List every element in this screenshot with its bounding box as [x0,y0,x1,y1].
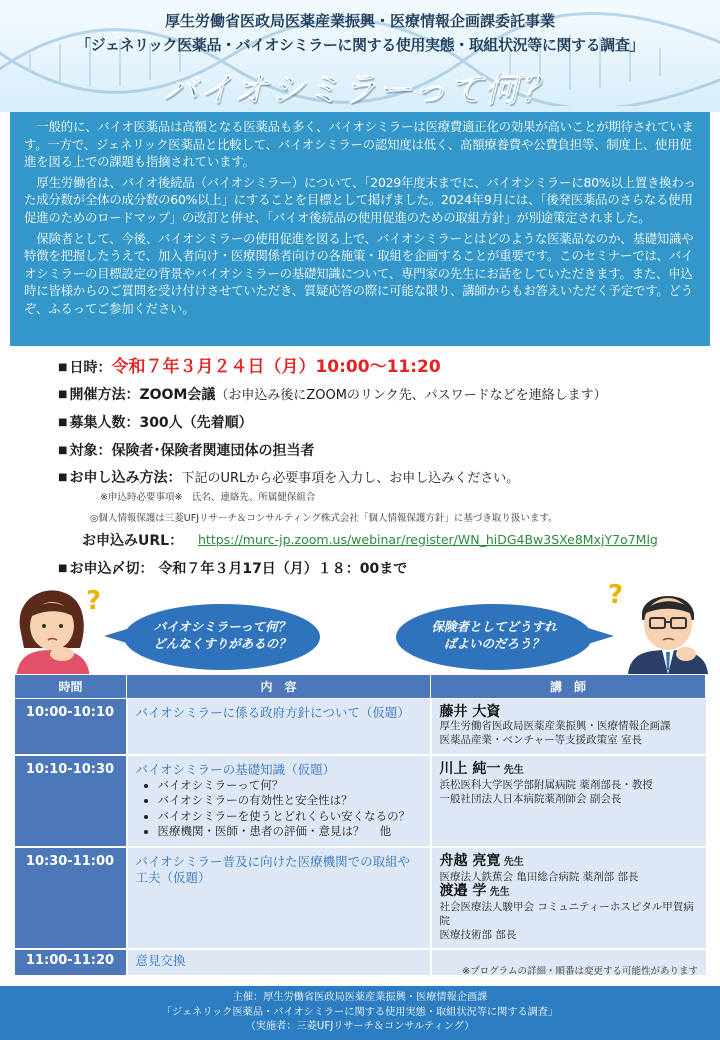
apply-row [58,467,519,487]
bullet-square: ■ [58,445,68,456]
page-title: バイオシミラーって何？ [163,70,557,110]
url-label: お申込みURL： [82,533,184,549]
table-row [15,755,706,847]
bubble-right-tail [588,628,614,644]
topic-bullet-list [158,778,422,840]
row-time: 11:00-11:20 [15,949,127,976]
bubble-left-tail [104,628,130,644]
bullet-square: ■ [58,472,68,483]
list-item: • バイオシミラーの有効性と安全性は？ [158,793,422,809]
date-value: 令和７年３月２４日（月）10:00～11:20 [111,357,441,377]
question-mark-icon: ? [86,586,102,616]
apply-label: お申し込み方法： [69,470,182,486]
bubble-right-line-1: 保険者としてどうすれ [431,619,557,634]
bubble-left-line-2: どんなくすりがあるの？ [153,636,291,651]
bullet-square: ■ [58,417,68,428]
speaker-affiliation: 浜松医科大学医学部附属病院 薬剤部長・教授 [439,778,653,791]
header-line-1: 厚生労働省医政局医薬産業振興・医療情報企画課委託事業 [164,12,555,30]
row-time: 10:00-10:10 [15,699,127,755]
schedule-header-row [15,675,706,699]
list-item: • 医療機関・医師・患者の評価・意見は？ 他 [158,824,422,840]
question-mark-icon: ? [608,580,624,610]
speaker-honorific: 先生 [503,856,524,868]
method-note: （お申込み後にZOOMのリンク先、パスワードなどを連絡します） [215,388,607,403]
capacity-text: 募集人数：300人（先着順） [69,415,253,431]
row-speakers [431,699,706,755]
speech-bubble-right [396,604,592,670]
method-row [58,384,607,404]
speaker-affiliation: 厚生労働省医政局医薬産業振興・医療情報企画課 [439,720,671,732]
speaker-affiliation: 医療技術部 部長 [439,928,517,941]
privacy-note: ◎個人情報保護は三菱UFJリサーチ＆コンサルティング株式会社「個人情報保護方針」に基づき取り扱います。 [90,513,558,524]
capacity-row [58,412,253,432]
target-text: 対象：保険者･保険者関連団体の担当者 [69,443,315,459]
intro-box [10,112,710,346]
deadline-row [58,558,407,578]
header [0,0,720,112]
speaker-honorific: 先生 [489,886,510,898]
intro-paragraph-3: 保険者として、今後、バイオシミラーの使用促進を図る上で、バイオシミラーとはどのような医薬品なのか、基礎知識や特徴を把握したうえで、加入者向け・医療関係者向けの各施策・取組を企画することが重要です。このセミナーでは、バイオシミラーの目標設定の背景やバイオシミラーの基礎知識について、専門家の先生にお話をしていただきます。また、申込時に皆様からのご質問を受け付けさせていただき、質疑応答の際に可能な限り、講師からもお答えいただく予定です。どうぞ、ふるってご参加ください。 [24,230,694,316]
list-item: • バイオシミラーを使うとどれくらい安くなるの？ [158,809,422,825]
bullet-square: ■ [58,362,68,373]
header-line-2: 「ジェネリック医薬品・バイオシミラーに関する使用実態・取組状況等に関する調査」 [75,36,645,54]
intro-paragraph-2: 厚生労働省は、バイオ後続品（バイオシミラー）について、「2029年度末までに、バイオシミラーに80%以上置き換わった成分数が全体の成分数の60%以上」にすることを目標として掲げました。2024年9月には、「後発医薬品のさらなる使用促進のためのロードマップ」の改訂と併せ、「バイオ後続品の使用促進のための取組方針」が別途策定されました。 [24,174,696,225]
header-content: 内 容 [127,675,431,699]
required-items-note: ※申込時必要事項※ 氏名、連絡先、所属健保組合 [100,492,316,503]
row-time: 10:30-11:00 [15,847,127,949]
row-speakers [431,847,706,949]
row-speakers [431,755,706,847]
speaker-name: 川上 純一 [439,760,501,777]
bubble-left-line-1: バイオシミラーって何？ [153,619,291,634]
row-topic-title: バイオシミラーの基礎知識（仮題） [135,761,336,777]
bubble-right-line-2: ばよいのだろう？ [443,636,544,651]
bullet-square: ■ [58,563,68,574]
target-row [58,440,314,460]
speaker-affiliation: 一般社団法人日本病院薬剤師会 副会長 [439,792,622,805]
header-time: 時間 [15,675,127,699]
deadline-text: お申込〆切： 令和７年３月17日（月）１８：00まで [69,561,408,577]
date-label: 日時： [69,360,112,376]
speech-bubble-left [124,604,320,670]
row-time: 10:10-10:30 [15,755,127,847]
footer-project: 「ジェネリック医薬品・バイオシミラーに関する使用実態・取組状況等に関する調査」 [161,1006,559,1018]
list-item: • バイオシミラーって何？ [158,778,422,794]
man-thinking-illustration [620,580,716,674]
speaker-name: 渡邉 学 [439,882,487,899]
speaker-honorific: 先生 [503,764,524,776]
speaker-affiliation: 医薬品産業・ベンチャー等支援政策室 室長 [439,734,643,746]
bullet-square: ■ [58,389,68,400]
speaker-name: 舟越 亮寛 [439,852,501,869]
footer-organizer: 主催：厚生労働省医政局医薬産業振興・医療情報企画課 [232,992,488,1003]
speaker-affiliation: 社会医療法人駿甲会 コミュニティーホスピタル甲賀病院 [439,900,694,927]
date-row [58,352,441,377]
method-label: 開催方法：ZOOM会議 [69,387,216,403]
row-topic: バイオシミラー普及に向けた医療機関での取組や工夫（仮題） [127,847,431,949]
intro-paragraph-1: 一般的に、バイオ医薬品は高額となる医薬品も多く、バイオシミラーは医療費適正化の効果が高いことが期待されています。一方で、ジェネリック医薬品と比較して、バイオシミラーの認知度は低く、高額療養費や公費負担等、制度上、使用促進を図る上での課題も指摘されています。 [24,119,694,170]
row-topic [127,755,431,847]
footer [0,986,720,1040]
speaker-affiliation: 医療法人鉄蕉会 亀田総合病院 薬剤部 部長 [439,870,639,883]
table-row [15,699,706,755]
speaker-name: 藤井 大資 [439,704,501,720]
table-row [15,847,706,949]
row-topic: バイオシミラーに係る政府方針について（仮題） [127,699,431,755]
apply-value: 下記のURLから必要事項を入力し、お申し込みください。 [181,471,520,486]
registration-url-link[interactable]: https://murc-jp.zoom.us/webinar/register/WN_hiDG4Bw3SXe8MxjY7o7Mlg [198,532,658,547]
footer-implementer: （実施者：三菱UFJリサーチ＆コンサルティング） [245,1021,475,1032]
row-topic: 意見交換 [127,949,431,976]
schedule-table [14,674,706,977]
program-change-note: ※プログラムの詳細・順番は変更する可能性があります [462,966,698,977]
header-speaker: 講 師 [431,675,706,699]
